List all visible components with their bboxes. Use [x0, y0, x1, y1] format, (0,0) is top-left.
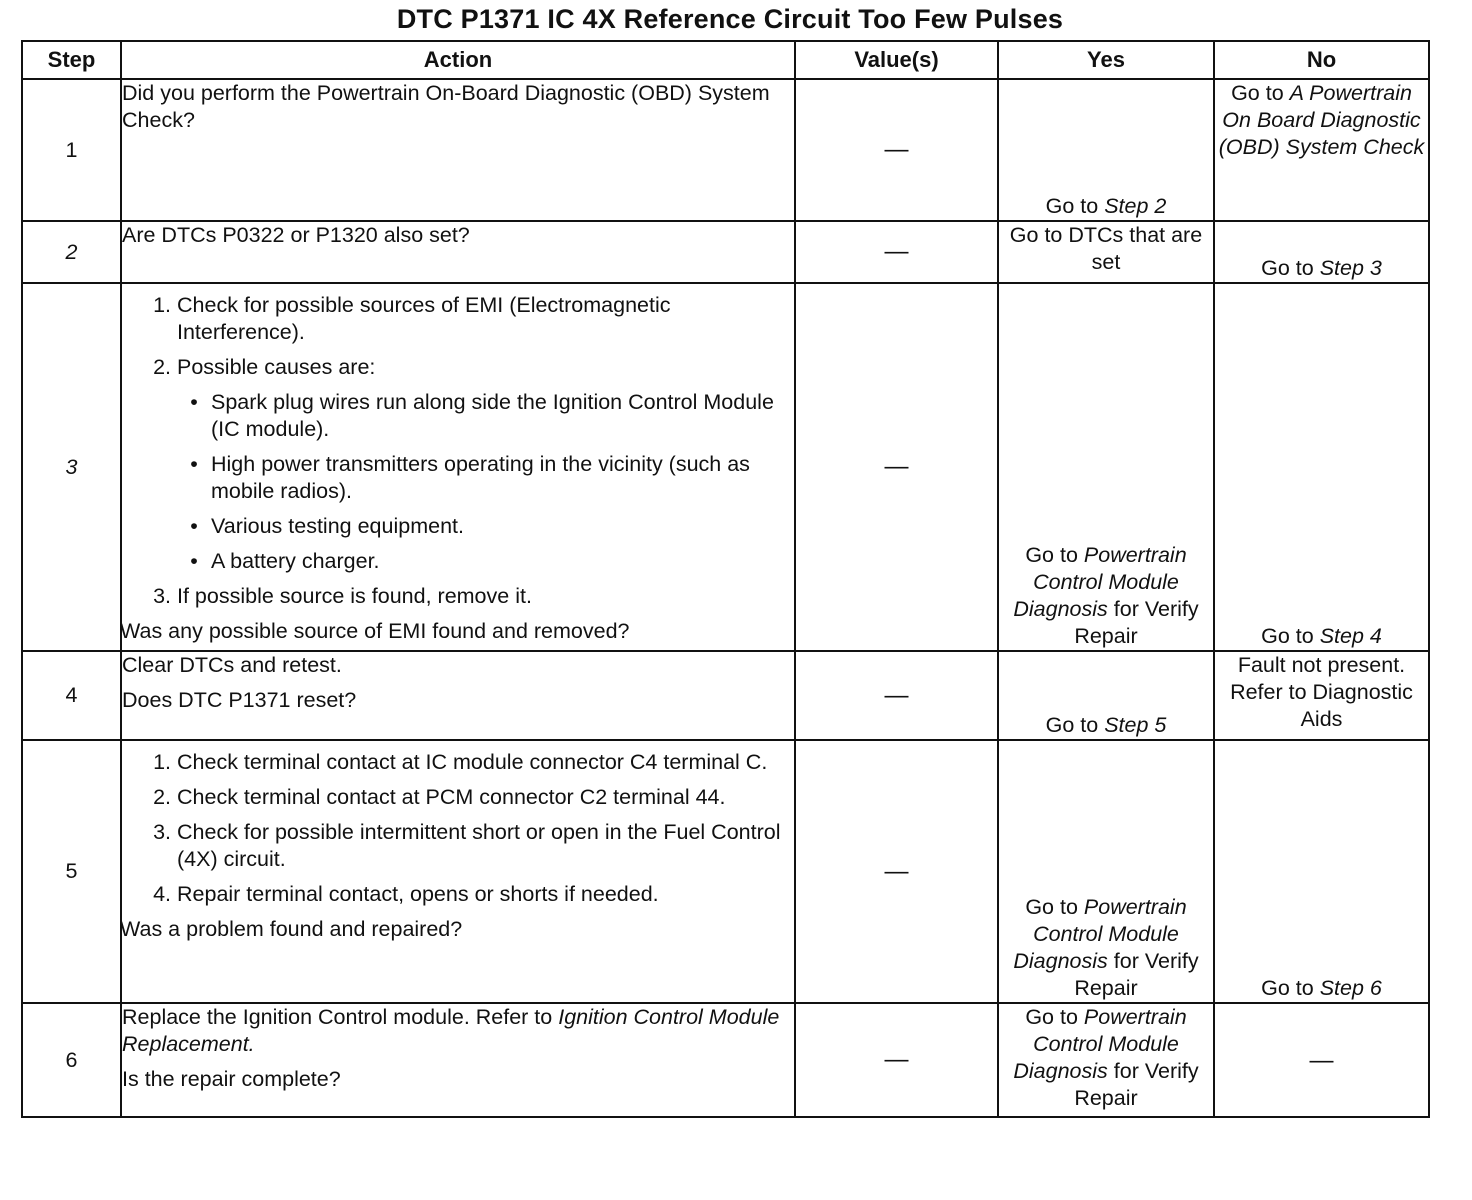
yes-link[interactable]: Powertrain Control Module Diagnosis — [1013, 895, 1187, 973]
table-row — [22, 79, 1429, 221]
diagnostic-table — [21, 40, 1430, 1118]
no-link[interactable]: Step 4 — [1319, 624, 1382, 648]
list-item: 3. If possible source is found, remove it. — [153, 584, 532, 608]
table-row — [22, 1003, 1429, 1117]
no-cell — [1214, 79, 1429, 221]
yes-cell: Go to Powertrain Control Module Diagnosis for Verify Repair — [998, 283, 1214, 651]
table-row — [22, 221, 1429, 283]
header-values: Value(s) — [795, 41, 998, 79]
no-cell: — — [1214, 1003, 1429, 1117]
action-steps — [122, 292, 794, 610]
action-text: Replace the Ignition Control module. Refer to Ignition Control Module Replacement. — [122, 1005, 780, 1056]
action-question: Was any possible source of EMI found and removed? — [120, 619, 630, 643]
yes-text: Go to — [1045, 194, 1105, 218]
header-row — [22, 41, 1429, 79]
header-no: No — [1214, 41, 1429, 79]
yes-link[interactable]: Step 2 — [1104, 194, 1167, 218]
step-number: 1 — [22, 79, 121, 221]
action-text: Clear DTCs and retest. — [122, 653, 342, 677]
cause-bullets — [177, 389, 794, 575]
value-cell: — — [795, 79, 998, 221]
action-cell — [121, 79, 795, 221]
yes-cell: Go to Powertrain Control Module Diagnosis for Verify Repair — [998, 740, 1214, 1003]
header-action: Action — [121, 41, 795, 79]
action-steps — [122, 749, 794, 908]
yes-cell: Go to Powertrain Control Module Diagnosis for Verify Repair — [998, 1003, 1214, 1117]
no-link[interactable]: Step 3 — [1319, 256, 1382, 280]
list-item: 1. Check terminal contact at IC module connector C4 terminal C. — [153, 750, 768, 774]
no-cell: Go to Step 4 — [1214, 283, 1429, 651]
value-cell: — — [795, 740, 998, 1003]
list-item: 3. Check for possible intermittent short or open in the Fuel Control (4X) circuit. — [153, 820, 781, 871]
table-row — [22, 651, 1429, 740]
step-number: 2 — [22, 221, 121, 283]
action-question: Was a problem found and repaired? — [120, 917, 463, 941]
step-number: 5 — [22, 740, 121, 1003]
no-link[interactable]: A Powertrain On Board Diagnostic (OBD) System Check — [1218, 81, 1425, 159]
yes-cell: Go to Step 5 — [998, 651, 1214, 740]
list-item: 2. Possible causes are: • Spark plug wires run along side the Ignition Control Module (IC module). • High power transmitters operating in the vicinity (such as mobile radios). • Various testing equipment. • A battery charger. — [122, 354, 794, 575]
step-number: 6 — [22, 1003, 121, 1117]
yes-link[interactable]: Powertrain Control Module Diagnosis — [1013, 543, 1187, 621]
action-cell — [121, 651, 795, 740]
header-step: Step — [22, 41, 121, 79]
action-cell — [121, 283, 795, 651]
bullet-item: • High power transmitters operating in the vicinity (such as mobile radios). — [190, 452, 750, 503]
yes-cell — [998, 79, 1214, 221]
list-item: 4. Repair terminal contact, opens or shorts if needed. — [153, 882, 659, 906]
bullet-item: • A battery charger. — [190, 549, 380, 573]
page-title: DTC P1371 IC 4X Reference Circuit Too Few Pulses — [396, 4, 1064, 34]
yes-link[interactable]: Step 5 — [1104, 713, 1167, 737]
yes-link[interactable]: Powertrain Control Module Diagnosis — [1013, 1005, 1187, 1083]
action-cell — [121, 740, 795, 1003]
action-cell — [121, 1003, 795, 1117]
list-item: 1. Check for possible sources of EMI (Electromagnetic Interference). — [153, 293, 671, 344]
action-question: Does DTC P1371 reset? — [122, 688, 357, 712]
table-row — [22, 740, 1429, 1003]
header-yes: Yes — [998, 41, 1214, 79]
action-cell — [121, 221, 795, 283]
step-number: 4 — [22, 651, 121, 740]
no-text: Go to — [1231, 81, 1290, 105]
no-text: Go to — [1261, 256, 1320, 280]
step-number: 3 — [22, 283, 121, 651]
no-link[interactable]: Step 6 — [1319, 976, 1382, 1000]
no-cell — [1214, 221, 1429, 283]
action-question: Is the repair complete? — [122, 1067, 341, 1091]
list-item: 2. Check terminal contact at PCM connector C2 terminal 44. — [153, 785, 726, 809]
yes-cell: Go to DTCs that are set — [998, 221, 1214, 283]
value-cell: — — [795, 651, 998, 740]
action-text: Are DTCs P0322 or P1320 also set? — [122, 223, 470, 247]
bullet-item: • Various testing equipment. — [190, 514, 464, 538]
value-cell: — — [795, 1003, 998, 1117]
no-cell: Fault not present. Refer to Diagnostic Aids — [1214, 651, 1429, 740]
table-row — [22, 283, 1429, 651]
action-text: Did you perform the Powertrain On-Board Diagnostic (OBD) System Check? — [122, 81, 770, 132]
value-cell: — — [795, 221, 998, 283]
no-cell: Go to Step 6 — [1214, 740, 1429, 1003]
value-cell: — — [795, 283, 998, 651]
bullet-item: • Spark plug wires run along side the Ignition Control Module (IC module). — [190, 390, 774, 441]
reference-link[interactable]: Ignition Control Module Replacement. — [122, 1005, 780, 1056]
